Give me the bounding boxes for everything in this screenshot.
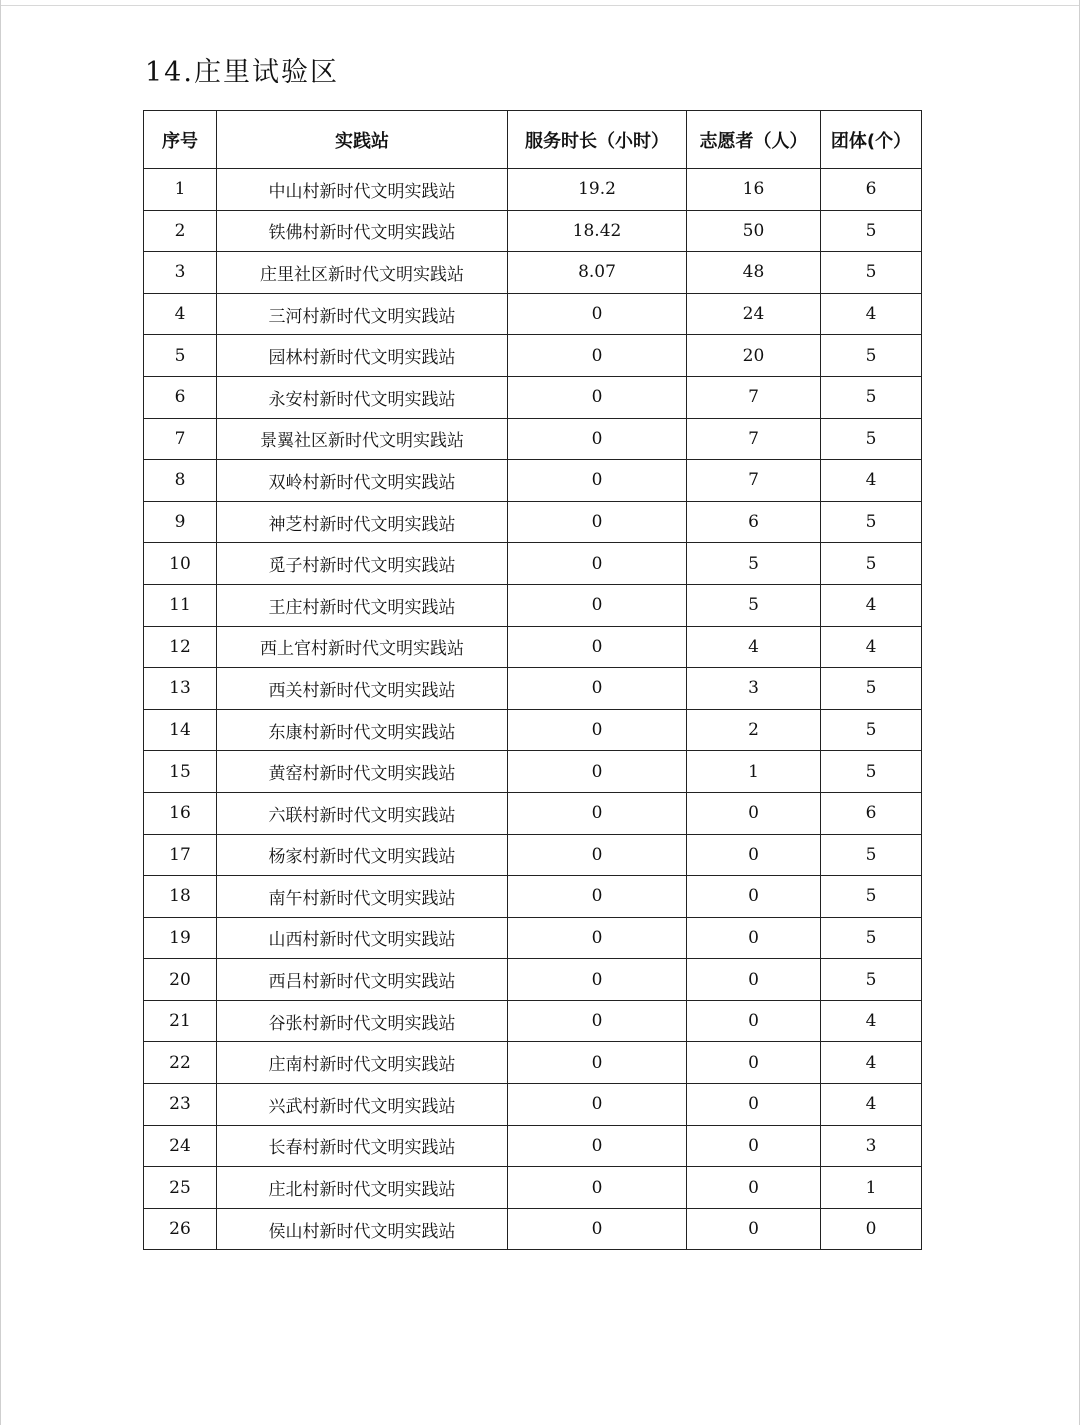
cell-hours: 0 <box>508 959 687 1001</box>
cell-volunteers: 0 <box>687 834 821 876</box>
cell-station: 双岭村新时代文明实践站 <box>217 460 508 502</box>
table-row <box>144 1000 922 1042</box>
table-row <box>144 626 922 668</box>
page-left-border <box>0 0 1 1425</box>
cell-groups: 5 <box>821 959 922 1001</box>
cell-hours: 0 <box>508 1208 687 1250</box>
cell-station: 西吕村新时代文明实践站 <box>217 959 508 1001</box>
cell-hours: 0 <box>508 1000 687 1042</box>
cell-groups: 5 <box>821 709 922 751</box>
cell-groups: 5 <box>821 501 922 543</box>
table-header <box>144 111 922 169</box>
cell-no: 14 <box>144 709 217 751</box>
table-row <box>144 668 922 710</box>
cell-hours: 19.2 <box>508 169 687 211</box>
cell-no: 9 <box>144 501 217 543</box>
cell-groups: 6 <box>821 792 922 834</box>
cell-no: 16 <box>144 792 217 834</box>
cell-station: 三河村新时代文明实践站 <box>217 293 508 335</box>
cell-no: 7 <box>144 418 217 460</box>
cell-hours: 0 <box>508 751 687 793</box>
header-hours: 服务时长（小时） <box>508 111 687 169</box>
cell-hours: 0 <box>508 626 687 668</box>
table-row <box>144 1125 922 1167</box>
cell-no: 25 <box>144 1167 217 1209</box>
cell-hours: 0 <box>508 1084 687 1126</box>
cell-groups: 4 <box>821 584 922 626</box>
cell-groups: 5 <box>821 876 922 918</box>
cell-volunteers: 0 <box>687 1125 821 1167</box>
cell-station: 园林村新时代文明实践站 <box>217 335 508 377</box>
cell-volunteers: 7 <box>687 418 821 460</box>
table-row <box>144 335 922 377</box>
table-row <box>144 169 922 211</box>
cell-groups: 4 <box>821 626 922 668</box>
cell-volunteers: 7 <box>687 460 821 502</box>
cell-no: 3 <box>144 252 217 294</box>
cell-station: 王庄村新时代文明实践站 <box>217 584 508 626</box>
cell-station: 黄窑村新时代文明实践站 <box>217 751 508 793</box>
cell-no: 18 <box>144 876 217 918</box>
table-row <box>144 584 922 626</box>
cell-no: 22 <box>144 1042 217 1084</box>
cell-volunteers: 20 <box>687 335 821 377</box>
cell-station: 侯山村新时代文明实践站 <box>217 1208 508 1250</box>
cell-station: 永安村新时代文明实践站 <box>217 376 508 418</box>
cell-no: 23 <box>144 1084 217 1126</box>
cell-hours: 0 <box>508 376 687 418</box>
table-row <box>144 252 922 294</box>
header-groups: 团体(个） <box>821 111 922 169</box>
table-row <box>144 210 922 252</box>
cell-station: 庄北村新时代文明实践站 <box>217 1167 508 1209</box>
cell-groups: 5 <box>821 834 922 876</box>
cell-no: 26 <box>144 1208 217 1250</box>
header-volunteers: 志愿者（人） <box>687 111 821 169</box>
cell-no: 21 <box>144 1000 217 1042</box>
cell-no: 17 <box>144 834 217 876</box>
cell-groups: 3 <box>821 1125 922 1167</box>
cell-groups: 5 <box>821 543 922 585</box>
cell-hours: 8.07 <box>508 252 687 294</box>
table-row <box>144 792 922 834</box>
cell-volunteers: 24 <box>687 293 821 335</box>
header-row <box>144 111 922 169</box>
cell-groups: 6 <box>821 169 922 211</box>
stations-table <box>143 110 922 1250</box>
cell-no: 11 <box>144 584 217 626</box>
section-title: 14.庄里试验区 <box>145 57 339 88</box>
cell-hours: 0 <box>508 668 687 710</box>
cell-station: 庄南村新时代文明实践站 <box>217 1042 508 1084</box>
cell-station: 长春村新时代文明实践站 <box>217 1125 508 1167</box>
cell-hours: 18.42 <box>508 210 687 252</box>
cell-groups: 4 <box>821 1000 922 1042</box>
table-body <box>144 169 922 1250</box>
cell-groups: 1 <box>821 1167 922 1209</box>
cell-station: 谷张村新时代文明实践站 <box>217 1000 508 1042</box>
cell-station: 景翼社区新时代文明实践站 <box>217 418 508 460</box>
cell-station: 西关村新时代文明实践站 <box>217 668 508 710</box>
cell-no: 20 <box>144 959 217 1001</box>
table-row <box>144 834 922 876</box>
cell-volunteers: 0 <box>687 876 821 918</box>
cell-volunteers: 5 <box>687 543 821 585</box>
table-row <box>144 1167 922 1209</box>
table-row <box>144 460 922 502</box>
header-no: 序号 <box>144 111 217 169</box>
cell-groups: 4 <box>821 293 922 335</box>
table-row <box>144 376 922 418</box>
cell-volunteers: 6 <box>687 501 821 543</box>
cell-hours: 0 <box>508 834 687 876</box>
cell-volunteers: 0 <box>687 1084 821 1126</box>
cell-hours: 0 <box>508 584 687 626</box>
cell-station: 兴武村新时代文明实践站 <box>217 1084 508 1126</box>
cell-station: 西上官村新时代文明实践站 <box>217 626 508 668</box>
cell-station: 庄里社区新时代文明实践站 <box>217 252 508 294</box>
cell-volunteers: 0 <box>687 1000 821 1042</box>
table-row <box>144 1208 922 1250</box>
cell-station: 山西村新时代文明实践站 <box>217 917 508 959</box>
cell-station: 南午村新时代文明实践站 <box>217 876 508 918</box>
cell-groups: 4 <box>821 1042 922 1084</box>
cell-volunteers: 4 <box>687 626 821 668</box>
cell-hours: 0 <box>508 418 687 460</box>
cell-groups: 5 <box>821 376 922 418</box>
cell-no: 2 <box>144 210 217 252</box>
cell-no: 6 <box>144 376 217 418</box>
cell-hours: 0 <box>508 792 687 834</box>
cell-station: 神芝村新时代文明实践站 <box>217 501 508 543</box>
table-row <box>144 293 922 335</box>
cell-station: 六联村新时代文明实践站 <box>217 792 508 834</box>
cell-groups: 5 <box>821 252 922 294</box>
cell-station: 觅子村新时代文明实践站 <box>217 543 508 585</box>
cell-groups: 5 <box>821 418 922 460</box>
cell-groups: 5 <box>821 668 922 710</box>
header-station: 实践站 <box>217 111 508 169</box>
cell-volunteers: 3 <box>687 668 821 710</box>
cell-station: 铁佛村新时代文明实践站 <box>217 210 508 252</box>
table-row <box>144 917 922 959</box>
cell-groups: 4 <box>821 1084 922 1126</box>
cell-no: 5 <box>144 335 217 377</box>
table-row <box>144 501 922 543</box>
cell-volunteers: 0 <box>687 1208 821 1250</box>
table-row <box>144 1042 922 1084</box>
cell-hours: 0 <box>508 1167 687 1209</box>
table-row <box>144 959 922 1001</box>
table-row <box>144 751 922 793</box>
cell-hours: 0 <box>508 917 687 959</box>
cell-no: 15 <box>144 751 217 793</box>
table-row <box>144 418 922 460</box>
cell-station: 中山村新时代文明实践站 <box>217 169 508 211</box>
cell-hours: 0 <box>508 876 687 918</box>
cell-groups: 5 <box>821 210 922 252</box>
table-row <box>144 1084 922 1126</box>
cell-no: 24 <box>144 1125 217 1167</box>
cell-volunteers: 5 <box>687 584 821 626</box>
cell-hours: 0 <box>508 709 687 751</box>
cell-volunteers: 0 <box>687 1042 821 1084</box>
cell-no: 12 <box>144 626 217 668</box>
cell-no: 13 <box>144 668 217 710</box>
cell-volunteers: 0 <box>687 917 821 959</box>
cell-volunteers: 0 <box>687 792 821 834</box>
cell-hours: 0 <box>508 293 687 335</box>
cell-volunteers: 2 <box>687 709 821 751</box>
cell-volunteers: 7 <box>687 376 821 418</box>
cell-volunteers: 0 <box>687 959 821 1001</box>
cell-hours: 0 <box>508 1042 687 1084</box>
cell-volunteers: 1 <box>687 751 821 793</box>
cell-hours: 0 <box>508 1125 687 1167</box>
cell-groups: 5 <box>821 335 922 377</box>
cell-no: 10 <box>144 543 217 585</box>
cell-no: 8 <box>144 460 217 502</box>
table-row <box>144 876 922 918</box>
cell-hours: 0 <box>508 460 687 502</box>
cell-no: 1 <box>144 169 217 211</box>
cell-volunteers: 16 <box>687 169 821 211</box>
cell-hours: 0 <box>508 543 687 585</box>
cell-station: 杨家村新时代文明实践站 <box>217 834 508 876</box>
cell-groups: 0 <box>821 1208 922 1250</box>
cell-groups: 5 <box>821 751 922 793</box>
cell-volunteers: 0 <box>687 1167 821 1209</box>
table-row <box>144 543 922 585</box>
table-row <box>144 709 922 751</box>
cell-hours: 0 <box>508 335 687 377</box>
cell-hours: 0 <box>508 501 687 543</box>
cell-no: 4 <box>144 293 217 335</box>
cell-volunteers: 48 <box>687 252 821 294</box>
page-top-border <box>0 5 1080 6</box>
cell-groups: 4 <box>821 460 922 502</box>
cell-volunteers: 50 <box>687 210 821 252</box>
cell-groups: 5 <box>821 917 922 959</box>
cell-no: 19 <box>144 917 217 959</box>
cell-station: 东康村新时代文明实践站 <box>217 709 508 751</box>
